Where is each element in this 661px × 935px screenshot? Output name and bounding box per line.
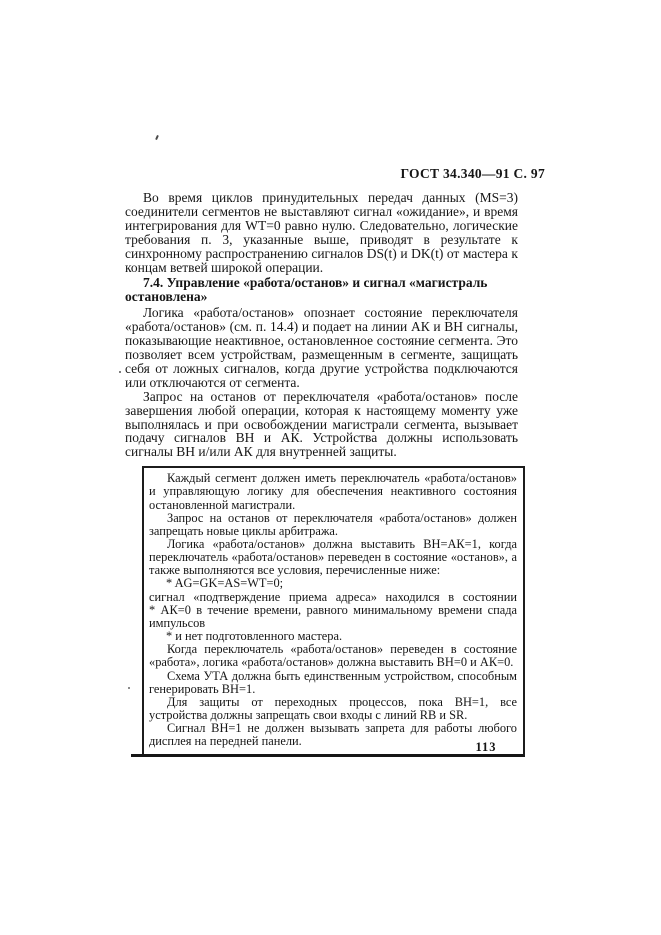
paragraph: Логика «работа/останов» должна выставить ВН=АК=1, когда переключатель «работа/останов» переведен в состояние «останов», а также выполняются все условия, перечисленные ниже: (149, 537, 517, 578)
print-speck (155, 135, 159, 140)
paragraph: Для защиты от переходных процессов, пока ВН=1, все устройства должны запрещать свои входы с линий RB и SR. (149, 694, 517, 723)
section-heading: 7.4. Управление «работа/останов» и сигнал «магистраль остановлена» (125, 275, 488, 305)
requirements-box (142, 466, 525, 756)
print-speck (119, 371, 121, 373)
paragraph: Запрос на останов от переключателя «работа/останов» после завершения любой операции, которая к настоящему моменту уже выполнялась и при освобождении магистрали сегмента, вызывает подачу сигналов ВН и АК. Устройства должны использовать сигналы ВН и/или АК для внутренней защиты. (125, 388, 518, 460)
body-text (125, 191, 518, 757)
paragraph: сигнал «подтверждение приема адреса» находился в состоянии (149, 589, 517, 604)
paragraph: Когда переключатель «работа/останов» переведен в состояние «работа», логика «работа/останов» должна выставить ВН=0 и АК=0. (149, 642, 517, 670)
paragraph: Запрос на останов от переключателя «работа/останов» должен запрещать новые циклы арбитража. (149, 510, 517, 538)
paragraph: * АК=0 в течение времени, равного минимальному времени спада импульсов (149, 602, 517, 630)
paragraph: Логика «работа/останов» опознает состояние переключателя «работа/останов» (см. п. 14.4) и подает на линии АК и ВН сигналы, показывающие неактивное, остановленное состояние сегмента. Это позволяет всем устройствам, размещенным в сегменте, защищать себя от ложных сигналов, когда другие устройства подключаются или отключаются от сегмента. (125, 305, 518, 390)
paragraph: Во время циклов принудительных передач данных (MS=3) соединители сегментов не выставляют сигнал «ожидание», и время интегрирования для WT=0 равно нулю. Следовательно, логические требования п. 3, указанные выше, приводят в результате к синхронному распространению сигналов DS(t) и DK(t) от мастера к концам ветвей широкой операции. (125, 190, 518, 275)
requirements-box-text (149, 472, 517, 748)
paragraph: * AG=GK=AS=WT=0; (166, 576, 284, 591)
paragraph: Сигнал ВН=1 не должен вызывать запрета для работы любого дисплея на передней панели. (149, 721, 517, 749)
paragraph: Каждый сегмент должен иметь переключатель «работа/останов» и управляющую логику для обеспечения неактивного состояния остановленной магистрали. (149, 471, 517, 512)
paragraph: Схема УТА должна быть единственным устройством, способным генерировать ВН=1. (149, 668, 517, 696)
page-number: 113 (475, 740, 497, 754)
section-7-4-text (125, 191, 518, 459)
running-header: ГОСТ 34.340—91 С. 97 (400, 166, 545, 181)
paragraph: * и нет подготовленного мастера. (166, 629, 343, 644)
